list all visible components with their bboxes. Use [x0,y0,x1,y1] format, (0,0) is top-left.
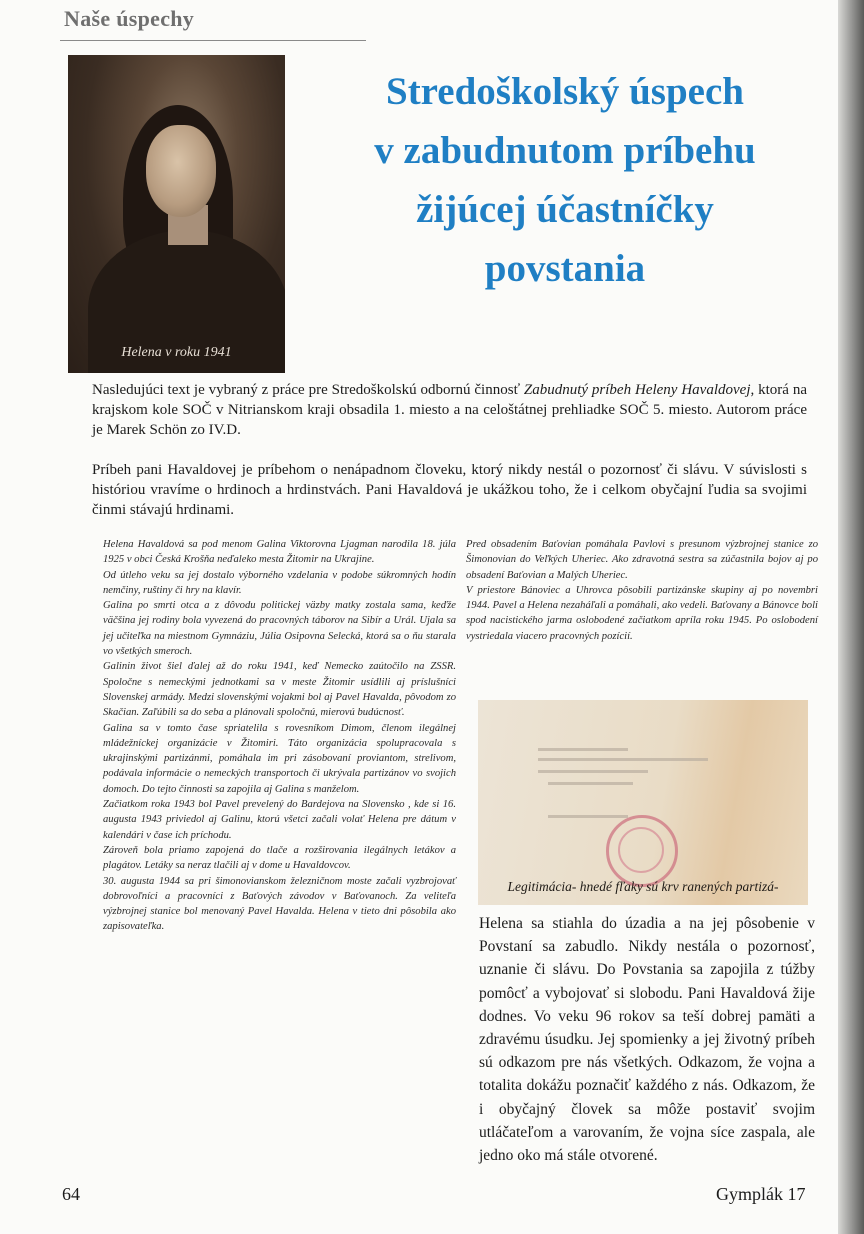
paragraph: Zároveň bola priamo zapojená do tlače a rozširovania ilegálnych letákov a plagátov. Letáky sa neraz tlačili aj v dome u Havaldovcov. [103,844,456,872]
section-divider [60,40,366,41]
paragraph: Začiatkom roka 1943 bol Pavel prevelený do Bardejova na Slovensko , kde si 16. augusta 1943 priviedol aj Galinu, ktorú všetci začali volať Helena pre dátum v kalendári v čase ich príchodu. [103,799,456,841]
intro-text: , ktorá na krajskom kole SOČ v Nitrianskom kraji obsadila 1. miesto a na celoštátnej prehliadke SOČ 5. miesto. Autorom práce je Marek Schön zo IV.D. [92,382,808,438]
photo-face [146,125,216,217]
photo-caption: Helena v roku 1941 [121,345,232,360]
page-number: 64 [62,1184,80,1204]
id-document-photo [478,700,808,905]
left-column [103,537,456,935]
stamp-inner [618,827,664,873]
doc-line [548,815,628,818]
portrait-photo [68,55,285,373]
title-line: žijúcej účastníčky [416,188,714,231]
section-heading: Naše úspechy [64,6,195,31]
intro-paragraph [92,380,807,440]
paragraph: Galina po smrti otca a z dôvodu politickej väzby matky zostala sama, keďže väčšina jej rodiny bola vyvezená do pracovných táborov na Sibír a Urál. Ujala sa jej učiteľka na miestnom Gymnáziu, Júlia Osipovna Selecká, ktorá sa o ňu starala vo všetkých smeroch. [103,600,456,658]
right-column [466,537,818,644]
article-title [295,62,835,298]
lead-paragraph: Príbeh pani Havaldovej je príbehom o nenápadnom človeku, ktorý nikdy nestál o pozornosť či slávu. V súvislosti s históriou vravíme o hrdinoch a hrdinstvách. Pani Havaldová je ukážkou toho, že i celkom obyčajní ľudia sa svojimi činmi stávajú hrdinami. [92,462,807,518]
paragraph: Helena Havaldová sa pod menom Galina Viktorovna Ljagman narodila 18. júla 1925 v obci Česká Krošňa neďaleko mesta Žitomir na Ukrajine. [103,539,456,566]
doc-line [548,782,633,785]
title-line: povstania [484,247,646,290]
title-line: Stredoškolský úspech [386,70,744,113]
paragraph: Galinin život šiel ďalej až do roku 1941, keď Nemecko zaútočilo na ZSSR. Spoločne s nemeckými jednotkami sa v meste Žitomir usídlili aj príslušníci Slovenskej armády. Medzi slovenskými vojakmi bol aj Pavel Havalda, pôvodom zo Skačian. Zaľúbili sa do seba a plánovali spoločnú, mierovú budúcnosť. [103,661,456,719]
page-binding-shadow [838,0,864,1234]
document-caption: Legitimácia- hnedé fľaky sú krv ranených partizá- [507,879,779,894]
paragraph: V priestore Bánoviec a Uhrovca pôsobili partizánske skupiny aj po novembri 1944. Pavel a Helena nezaháľali a pomáhali, ako vedeli. Baťovany a Bánovce boli spod nacistického jarma oslobodené začiatkom apríla roku 1945. Po oslobodení vystriedala viacero pracovných pozícií. [466,584,818,642]
doc-line [538,748,628,751]
work-title: Zabudnutý príbeh Heleny Havaldovej [523,382,751,398]
paragraph: Pred obsadením Baťovian pomáhala Pavlovi s presunom výzbrojnej stanice zo Šimonovian do Veľkých Uheriec. Ako zdravotná sestra sa zúčastnila bojov aj po obsadení Baťovian a Malých Uheriec. [466,539,818,581]
paragraph: Galina sa v tomto čase spriatelila s rovesníkom Dimom, členom ilegálnej mládežníckej organizácie v Žitomiri. Táto organizácia spolupracovala s ukrajinskými partizánmi, pomáhala im pri zásobovaní proviantom, strelivom, podávala informácie o nemeckých transportoch či ukrývala partizánov vo svojich domoch. Do tejto činnosti sa zapojila aj Galina s manželom. [103,722,456,795]
paragraph: 30. augusta 1944 sa pri šimonovianskom železničnom moste začali vyzbrojovať dobrovoľníci a pracovníci z Baťových závodov v Baťovanoch. Za veliteľa výzbrojnej stanice bol menovaný Pavel Havalda. Helena v tieto dni pôsobila ako zapisovateľka. [103,875,456,933]
paragraph: Od útleho veku sa jej dostalo výborného vzdelania v podobe súkromných hodín nemčiny, ruštiny či hry na klavír. [103,569,456,596]
title-line: v zabudnutom príbehu [374,129,756,172]
doc-line [538,770,648,773]
doc-line [538,758,708,761]
closing-paragraph: Helena sa stiahla do úzadia a na jej pôsobenie v Povstaní sa zabudlo. Nikdy nestála o pozornosť, uznanie či slávu. Do Povstania sa zapojila z túžby pomôcť a vybojovať si slobodu. Pani Havaldová žije dodnes. Vo veku 96 rokov sa teší dobrej pamäti a zdravému úsudku. Jej spomienky a jej životný príbeh sú odkazom pre nás všetkých. Odkazom, že vojna a totalita dokážu poznačiť každého z nás. Odkazom, že i obyčajný človek sa môže postaviť svojim utláčateľom a varovaním, že vojna síce zaspala, ale jedno oko má stále otvorené. [479,915,815,1165]
magazine-name: Gymplák 17 [716,1184,806,1204]
intro-text: Nasledujúci text je vybraný z práce pre Stredoškolskú odbornú činnosť [92,382,524,398]
